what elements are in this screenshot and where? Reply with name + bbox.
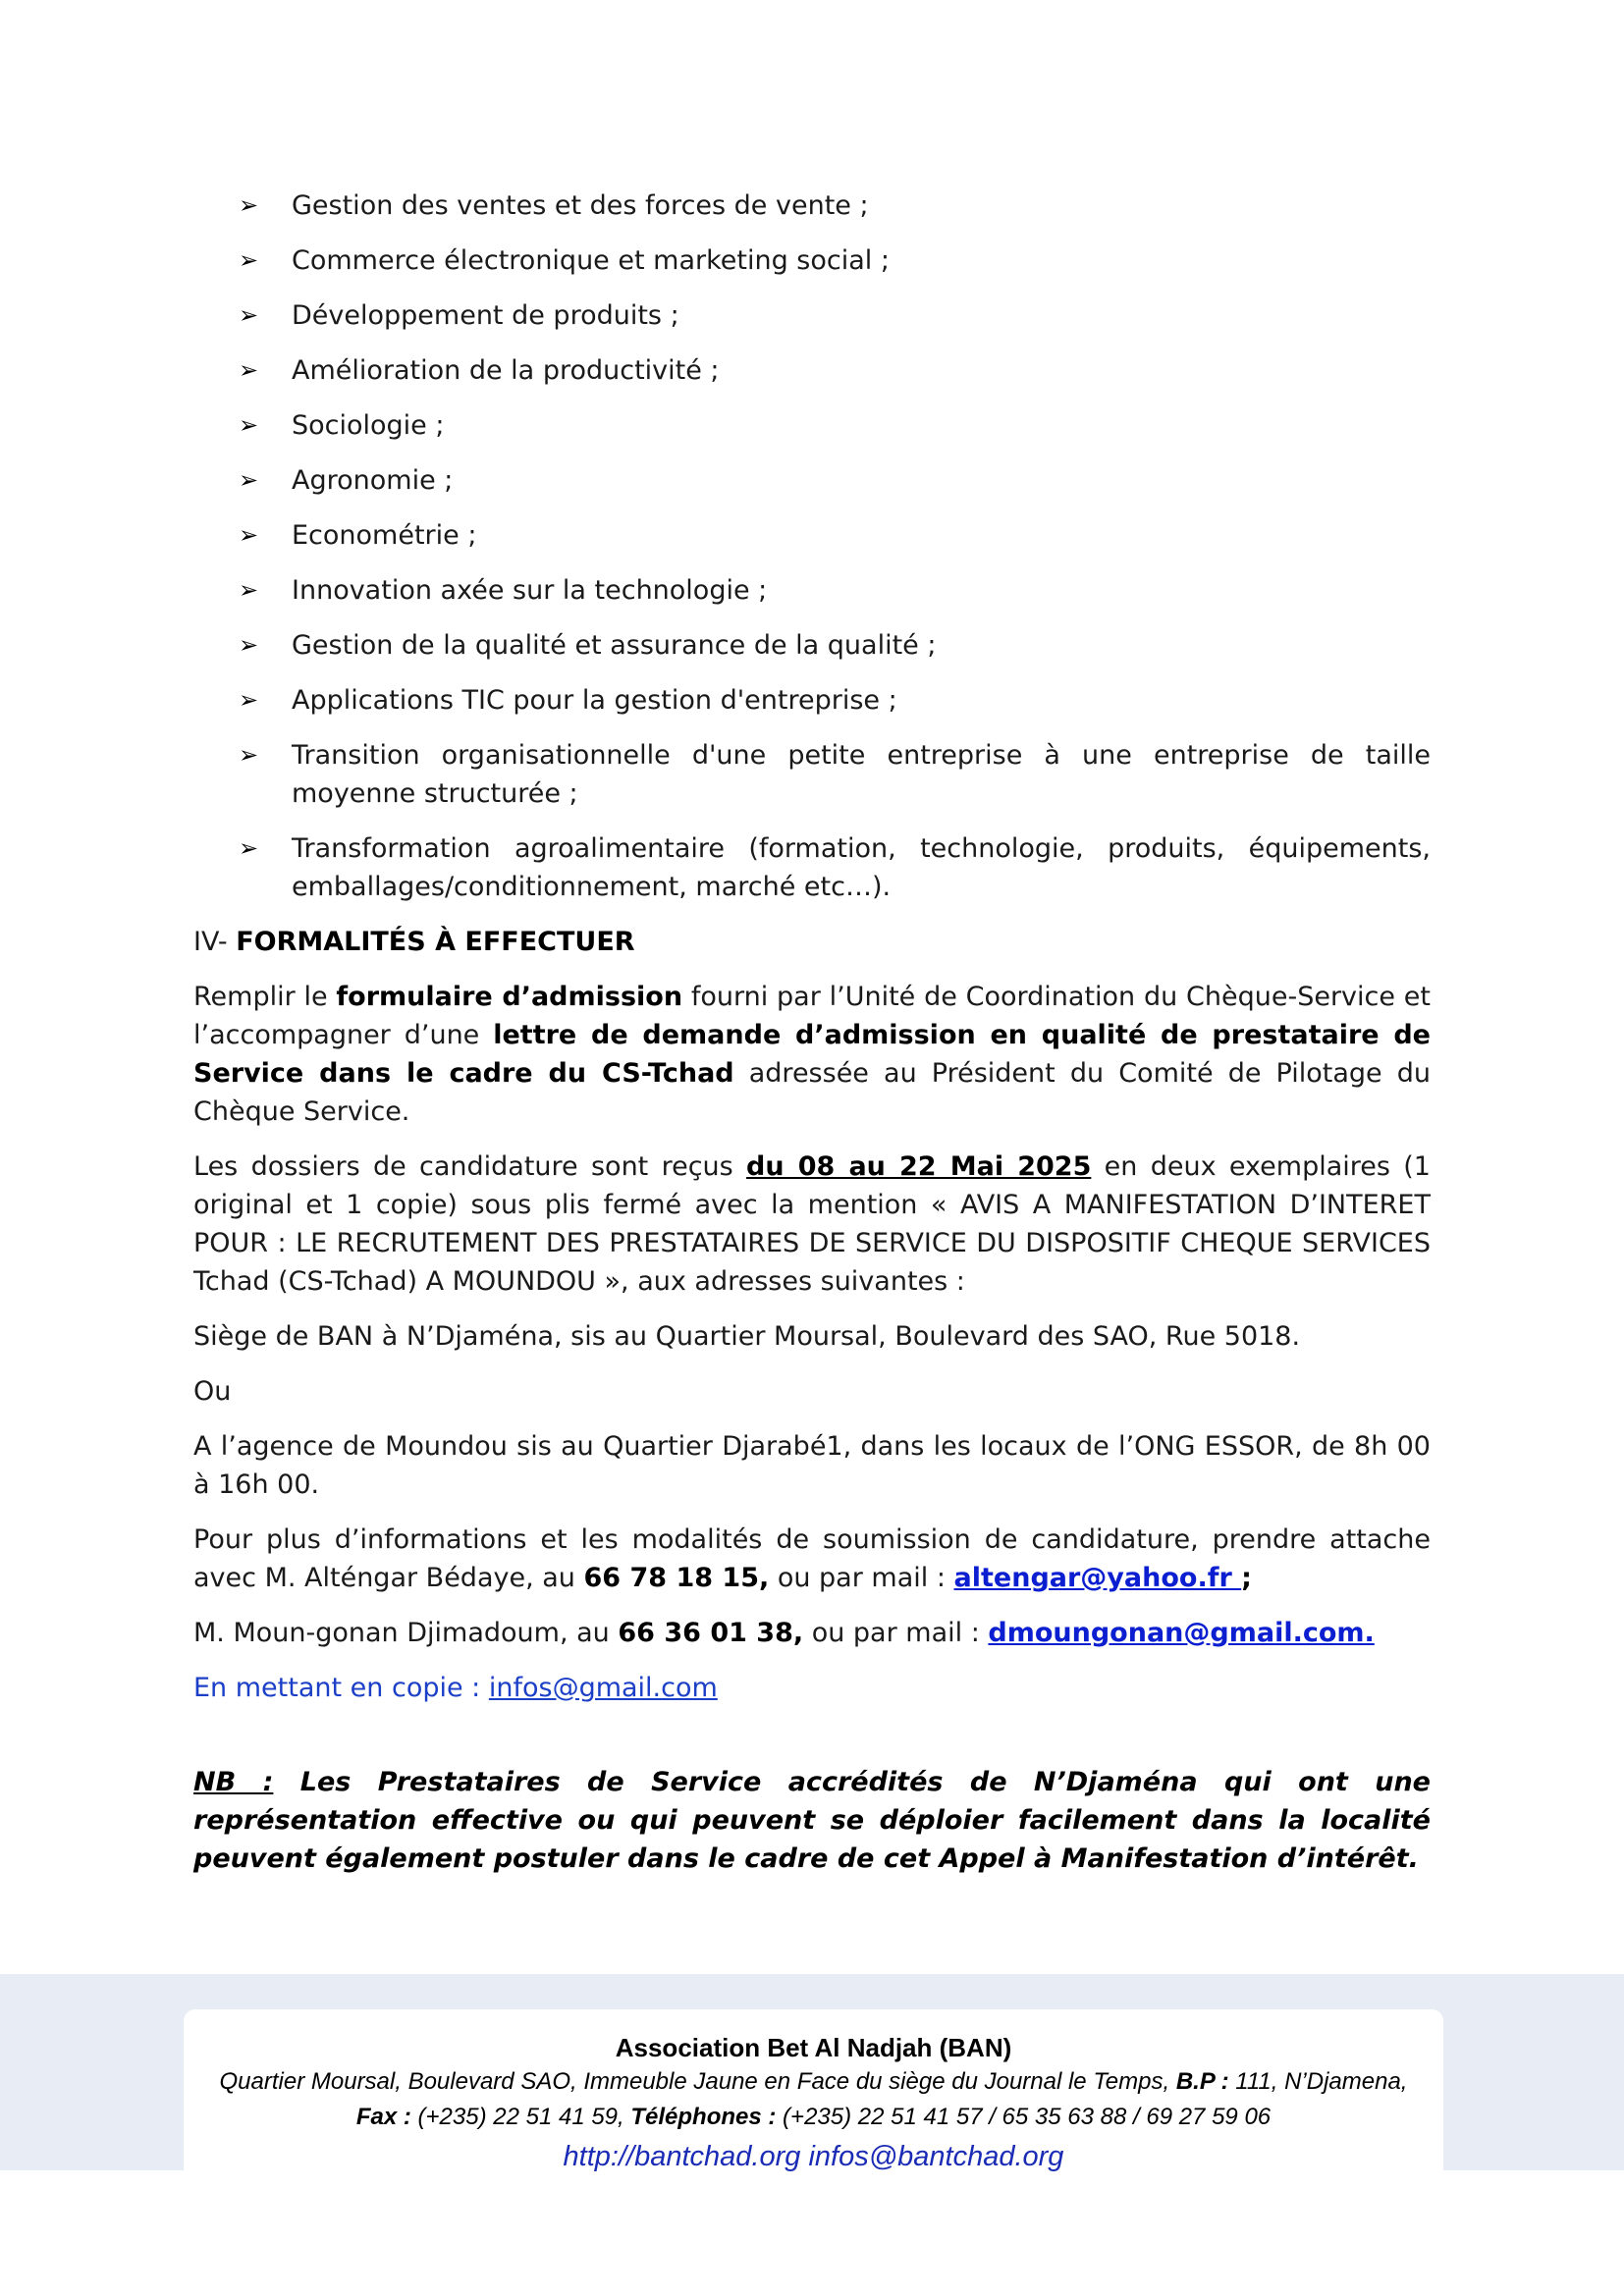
footer-letterhead [184,2009,1443,2184]
address-moundou: A l’agence de Moundou sis au Quartier Djarabé1, dans les locaux de l’ONG ESSOR, de 8h 00 à 16h 00. [193,1431,1431,1500]
arrow-bullet-icon: ➢ [239,466,259,494]
contact-paragraph-1: Pour plus d’informations et les modalités de soumission de candidature, prendre attache avec M. Alténgar Bédaye, au 66 78 18 15, ou par mail : altengar@yahoo.fr ; [193,1524,1431,1593]
list-item: ➢ Gestion de la qualité et assurance de la qualité ; [193,626,1431,665]
list-item: ➢ Innovation axée sur la technologie ; [193,571,1431,610]
document-body [193,187,1431,1895]
phone-number: 66 36 01 38, [618,1618,804,1648]
copy-line: En mettant en copie : infos@gmail.com [193,1673,718,1703]
expertise-list [193,187,1431,906]
list-item: ➢ Commerce électronique et marketing social ; [193,241,1431,280]
arrow-bullet-icon: ➢ [239,301,259,329]
contact-paragraph-2: M. Moun-gonan Djimadoum, au 66 36 01 38, ou par mail : dmoungonan@gmail.com. [193,1618,1375,1648]
list-item: ➢ Amélioration de la productivité ; [193,351,1431,390]
arrow-bullet-icon: ➢ [239,246,259,274]
arrow-bullet-icon: ➢ [239,834,259,862]
arrow-bullet-icon: ➢ [239,411,259,439]
nb-note: NB : Les Prestataires de Service accrédités de N’Djaména qui ont une représentation effective ou qui peuvent se déploier facilement dans la localité peuvent également postuler dans le cadre de cet Appel à Manifestation d’intérêt. [193,1767,1431,1874]
nb-label: NB : [193,1767,274,1797]
list-item: ➢ Transformation agroalimentaire (formation, technologie, produits, équipements, emballages/conditionnement, marché etc…). [193,829,1431,906]
list-item: ➢ Développement de produits ; [193,296,1431,335]
arrow-bullet-icon: ➢ [239,686,259,714]
email-link-dmoungonan[interactable]: dmoungonan@gmail.com. [988,1618,1375,1648]
footer-org-name: Association Bet Al Nadjah (BAN) [615,2033,1012,2062]
or-separator: Ou [193,1376,232,1407]
arrow-bullet-icon: ➢ [239,631,259,659]
arrow-bullet-icon: ➢ [239,741,259,769]
phone-number: 66 78 18 15, [583,1563,770,1593]
deadline-dates: du 08 au 22 Mai 2025 [746,1151,1092,1182]
list-item: ➢ Gestion des ventes et des forces de vente ; [193,187,1431,225]
list-item: ➢ Transition organisationnelle d'une petite entreprise à une entreprise de taille moyenne structurée ; [193,736,1431,813]
admission-paragraph: Remplir le formulaire d’admission fourni par l’Unité de Coordination du Chèque-Service et l’accompagner d’une lettre de demande d’admission en qualité de prestataire de Service dans le cadre du CS-Tchad adressée au Président du Comité de Pilotage du Chèque Service. [193,982,1432,1127]
footer-phones: Fax : (+235) 22 51 41 59, Téléphones : (+235) 22 51 41 57 / 65 35 63 88 / 69 27 59 06 [355,2104,1272,2130]
email-link-altengar[interactable]: altengar@yahoo.fr [953,1563,1242,1593]
address-ndjamena: Siège de BAN à N’Djaména, sis au Quartier Moursal, Boulevard des SAO, Rue 5018. [193,1321,1301,1352]
footer-address: Quartier Moursal, Boulevard SAO, Immeuble Jaune en Face du siège du Journal le Temps, B.P : 111, N’Djamena, [219,2068,1408,2095]
section-heading: IV- FORMALITÉS À EFFECTUER [193,927,635,957]
list-item: ➢ Applications TIC pour la gestion d'entreprise ; [193,681,1431,720]
arrow-bullet-icon: ➢ [239,191,259,219]
arrow-bullet-icon: ➢ [239,356,259,384]
section-title: FORMALITÉS À EFFECTUER [236,927,635,957]
list-item: ➢ Agronomie ; [193,461,1431,500]
email-link-infos[interactable]: infos@gmail.com [488,1673,718,1703]
list-item: ➢ Sociologie ; [193,406,1431,445]
arrow-bullet-icon: ➢ [239,521,259,549]
arrow-bullet-icon: ➢ [239,576,259,604]
submission-paragraph: Les dossiers de candidature sont reçus du 08 au 22 Mai 2025 en deux exemplaires (1 original et 1 copie) sous plis fermé avec la mention « AVIS A MANIFESTATION D’INTERET POUR : LE RECRUTEMENT DES PRESTATAIRES DE SERVICE DU DISPOSITIF CHEQUE SERVICES Tchad (CS-Tchad) A MOUNDOU », aux adresses suivantes : [193,1151,1431,1297]
list-item: ➢ Econométrie ; [193,516,1431,555]
footer-web-links[interactable]: http://bantchad.org infos@bantchad.org [563,2141,1064,2172]
